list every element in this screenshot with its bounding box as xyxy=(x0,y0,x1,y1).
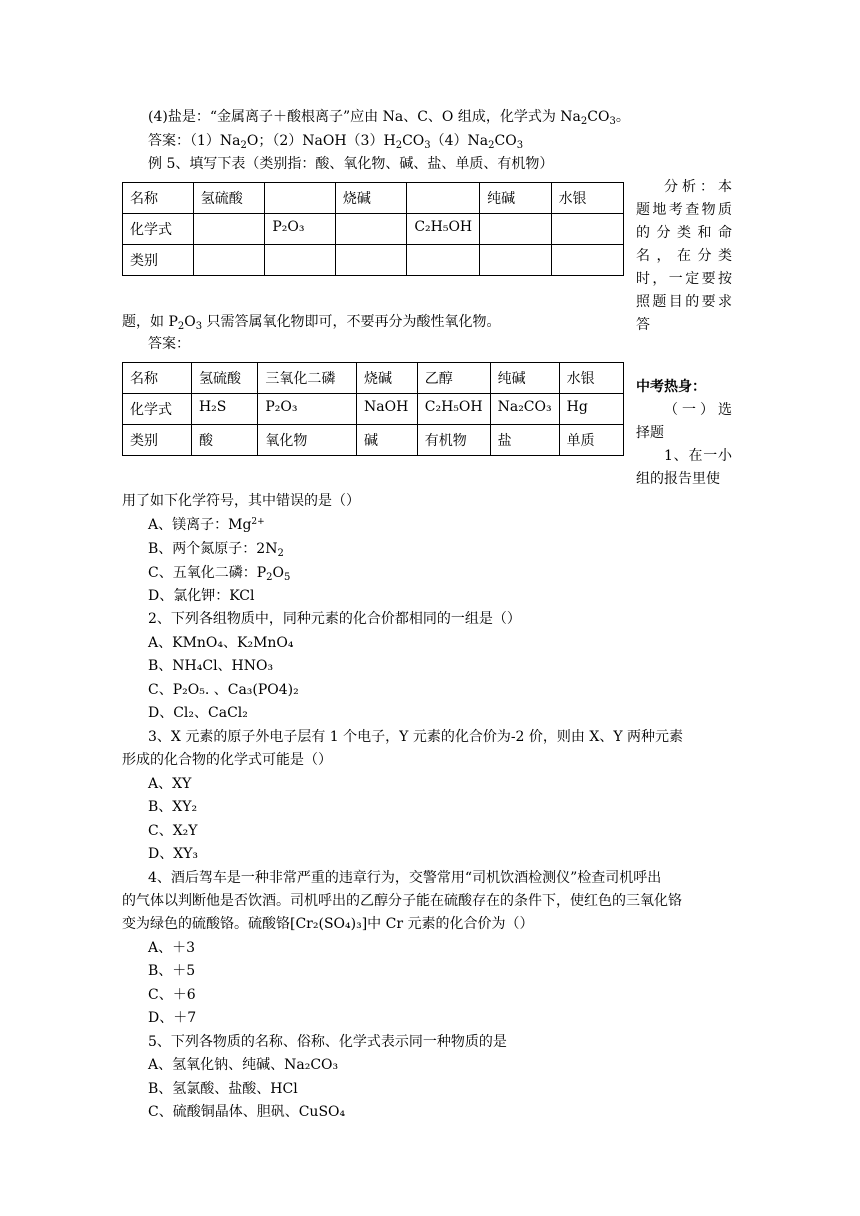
q5-option-c: C、硫酸铜晶体、胆矾、CuSO₄ xyxy=(148,1104,346,1120)
q1-option-d: D、氯化钾：KCl xyxy=(148,588,255,604)
q1-option-a: A、镁离子：$Mg^{2+}$ xyxy=(148,517,265,533)
table-row: 类别 酸 氧化物 碱 有机物 盐 单质 xyxy=(123,425,624,456)
q4-stem-cont2: 变为绿色的硫酸铬。硫酸铬[Cr₂(SO₄)₃]中 Cr 元素的化合价为（） xyxy=(122,916,534,932)
analysis-sidebar: 分析：本题地考查物质的分类和命名，在分类时，一定要按照题目的要求答 xyxy=(636,179,732,333)
answer-line: 答案：$(1)Na_2O$；$(2)NaOH(3)H_2CO_3(4)Na_2CO_3$ xyxy=(148,133,524,151)
q2-option-a: A、KMnO₄、K₂MnO₄ xyxy=(148,635,294,651)
q4-stem: 4、酒后驾车是一种非常严重的违章行为，交警常用“司机饮酒检测仪”检查司机呼出 xyxy=(148,870,662,886)
q4-option-b: B、＋5 xyxy=(148,963,196,979)
q4-option-d: D、＋7 xyxy=(148,1010,197,1026)
q4-option-c: C、＋6 xyxy=(148,987,196,1003)
table-row: 化学式 H₂S P₂O₃ NaOH C₂H₅OH Na₂CO₃ Hg xyxy=(123,394,624,425)
q3-option-b: B、XY₂ xyxy=(148,799,198,815)
q2-option-d: D、Cl₂、CaCl₂ xyxy=(148,705,248,721)
exam-sidebar: 中考热身： （一）选择题 1、在一小组的报告里使 xyxy=(636,376,732,491)
q5-option-b: B、氢氯酸、盐酸、HCl xyxy=(148,1081,298,1097)
q3-stem: 3、X 元素的原子外电子层有 1 个电子，Y 元素的化合价为-2 价，则由 X、Y 两种元素 xyxy=(148,729,684,745)
q1-stem: 用了如下化学符号，其中错误的是（） xyxy=(122,493,360,509)
answer-label: 答案： xyxy=(148,336,190,352)
q5-stem: 5、下列各物质的名称、俗称、化学式表示同一种物质的是 xyxy=(148,1034,507,1050)
q3-stem-cont: 形成的化合物的化学式可能是（） xyxy=(122,752,332,768)
text-line: (4)盐是：“金属离子＋酸根离子”应由 Na、C、O 组成，化学式为 $Na_2CO_3$。 xyxy=(148,109,630,127)
q2-option-c: C、P₂O₅. 、Ca₃(PO4)₂ xyxy=(148,682,299,698)
q3-option-d: D、XY₃ xyxy=(148,846,199,862)
question-table xyxy=(122,182,624,276)
analysis-continuation: 题，如 $P_2O_3$ 只需答属氧化物即可，不要再分为酸性氧化物。 xyxy=(122,314,501,332)
q1-option-b: B、两个氮原子：$2N_2$ xyxy=(148,541,284,559)
answer-table xyxy=(122,362,624,456)
q3-option-c: C、X₂Y xyxy=(148,823,198,839)
q3-option-a: A、XY xyxy=(148,776,192,792)
q5-option-a: A、氢氧化钠、纯碱、Na₂CO₃ xyxy=(148,1057,339,1073)
section-heading: 中考热身： xyxy=(636,379,706,395)
q2-stem: 2、下列各组物质中，同种元素的化合价都相同的一组是（） xyxy=(148,611,521,627)
example-heading: 例 5、填写下表（类别指：酸、氧化物、碱、盐、单质、有机物） xyxy=(148,156,554,172)
q2-option-b: B、NH₄Cl、HNO₃ xyxy=(148,658,274,674)
table-row: 类别 xyxy=(123,245,624,276)
q4-stem-cont: 的气体以判断他是否饮酒。司机呼出的乙醇分子能在硫酸存在的条件下，使红色的三氧化铬 xyxy=(122,893,682,909)
q1-option-c: C、五氧化二磷：$P_2O_5$ xyxy=(148,565,291,583)
q4-option-a: A、＋3 xyxy=(148,940,196,956)
table-row: 名称 氢硫酸 烧碱 纯碱 水银 xyxy=(123,183,624,214)
table-row: 化学式 P₂O₃ C₂H₅OH xyxy=(123,214,624,245)
table-row: 名称 氢硫酸 三氧化二磷 烧碱 乙醇 纯碱 水银 xyxy=(123,363,624,394)
